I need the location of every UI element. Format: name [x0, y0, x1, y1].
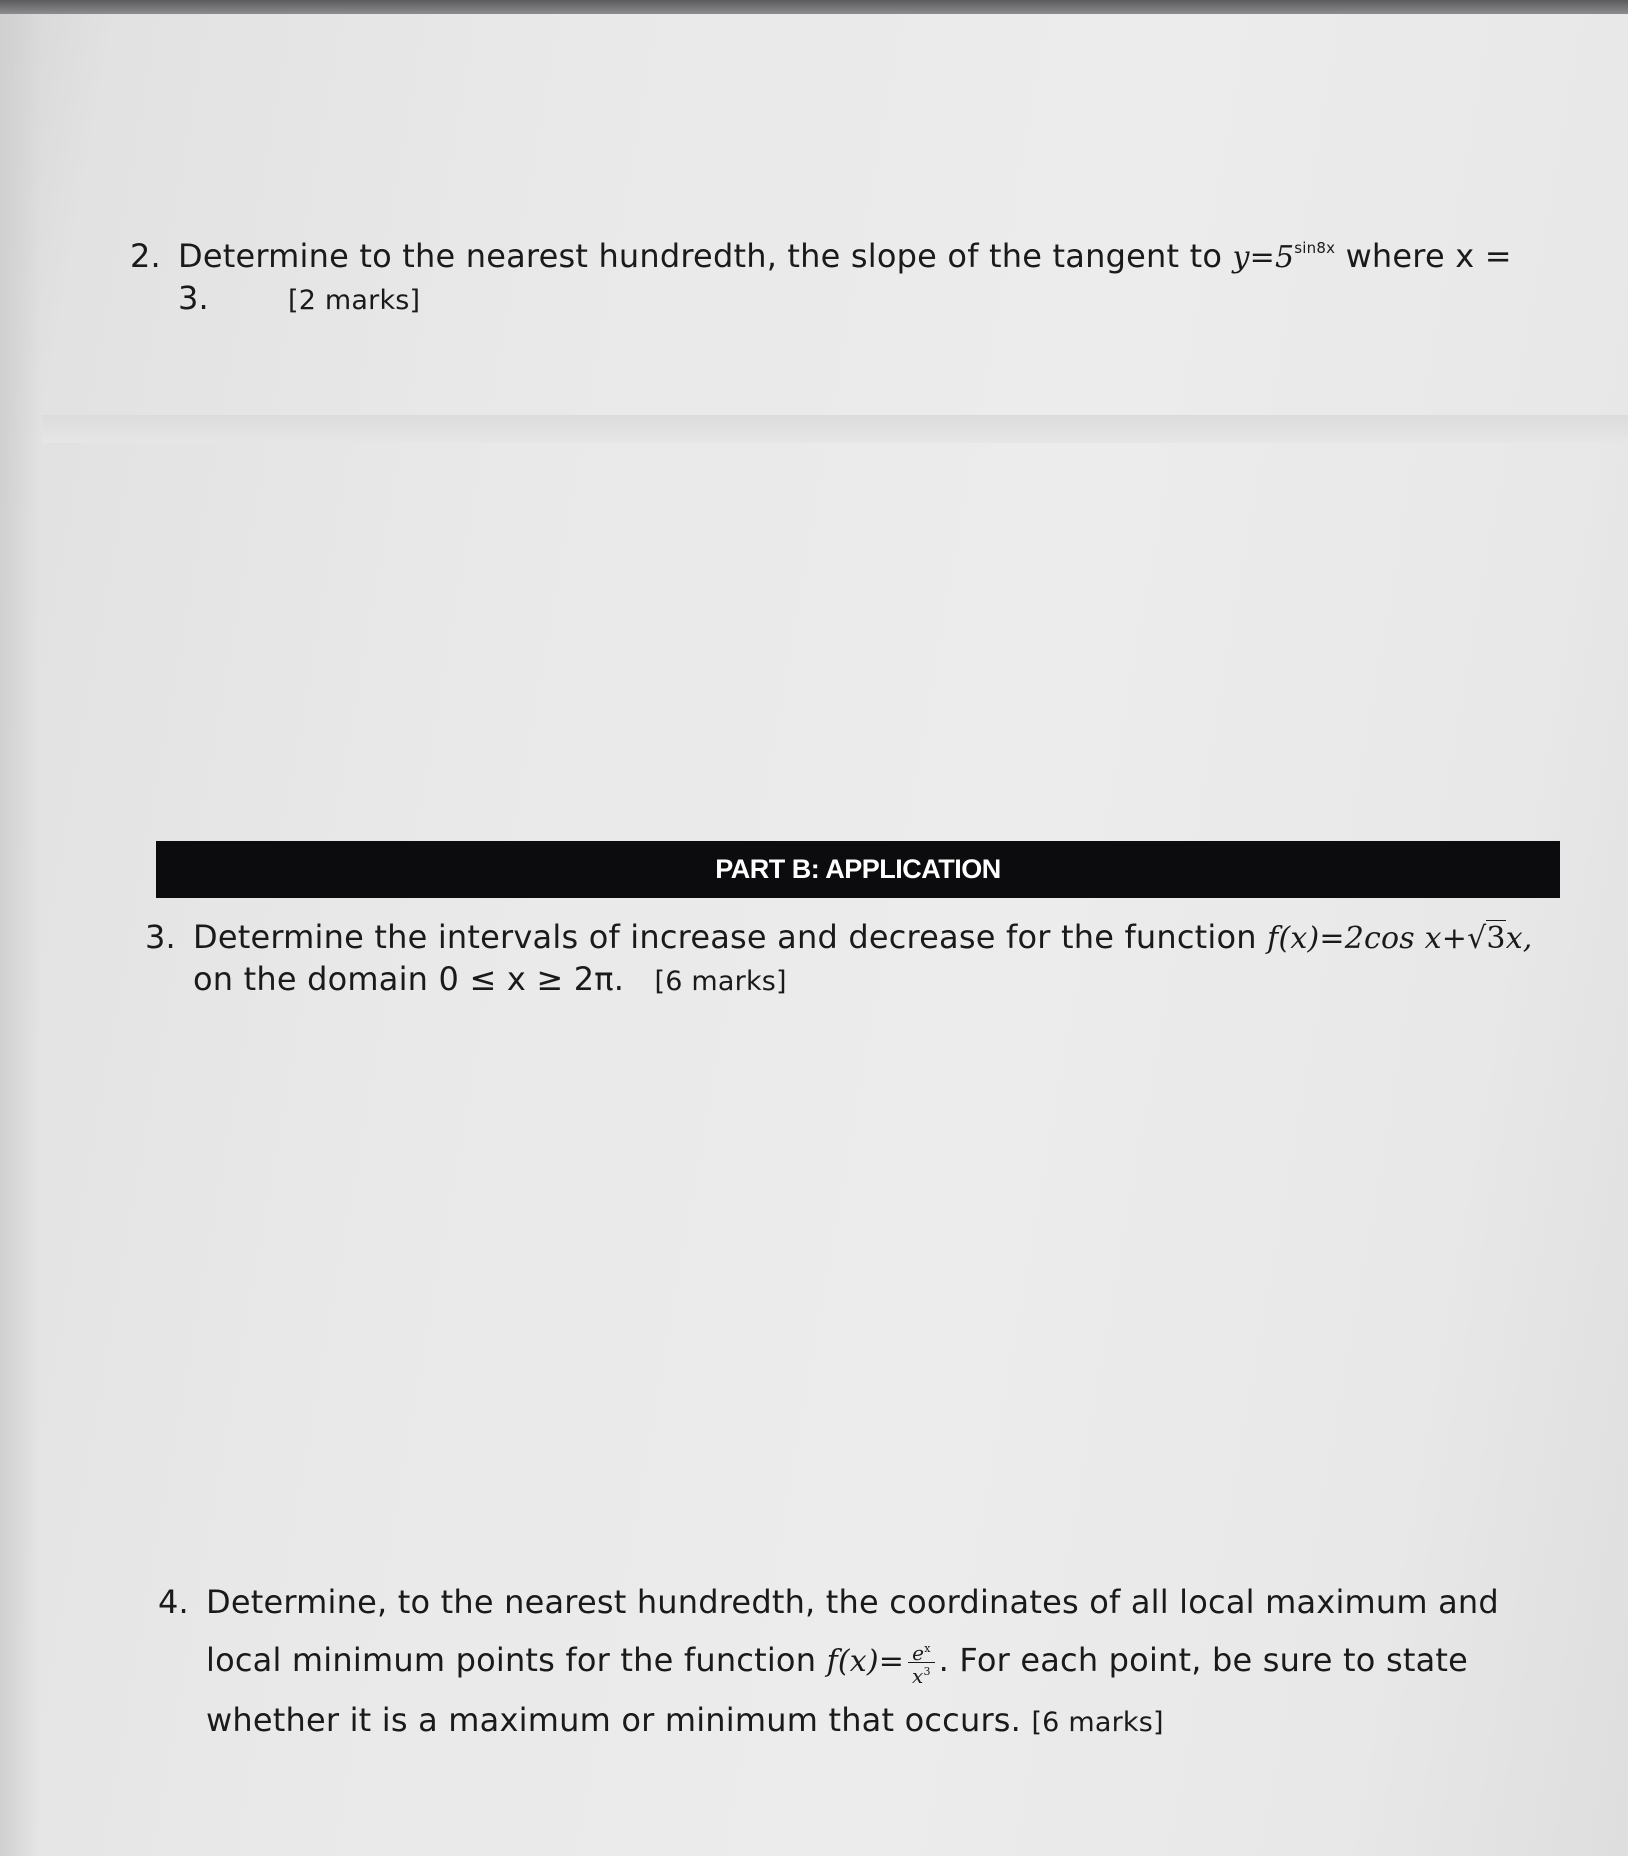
question-number: 4. [158, 1583, 189, 1621]
function-expression: f(x)=2cos x+ [1267, 921, 1468, 956]
domain-text: on the domain 0 ≤ x ≥ 2π. [193, 960, 625, 998]
question-text-continued: where x = [1345, 237, 1512, 275]
question-2-line-1 [130, 228, 1530, 278]
fraction-denominator: $x^3$ [912, 1663, 931, 1688]
marks-label: [6 marks] [654, 966, 787, 997]
question-2-line-2 [130, 278, 1530, 321]
page-left-shadow [0, 14, 40, 1856]
equation [1267, 920, 1532, 956]
question-number: 3. [145, 918, 176, 956]
question-text: local minimum points for the function [206, 1641, 817, 1679]
equation-tail: x, [1505, 921, 1533, 956]
screen-top-edge [0, 0, 1628, 14]
question-3-line-1 [145, 917, 1565, 959]
sqrt-argument: 3 [1486, 921, 1506, 956]
question-4-line-2 [158, 1631, 1578, 1691]
question-text: Determine to the nearest hundredth, the slope of the tangent to [178, 237, 1223, 275]
question-number: 2. [130, 237, 161, 275]
question-4-line-3 [158, 1691, 1578, 1752]
question-text: Determine, to the nearest hundredth, the coordinates of all local maximum and [206, 1583, 1499, 1621]
question-2 [130, 228, 1530, 321]
marks-label: [6 marks] [1031, 1707, 1164, 1738]
part-b-banner: PART B: APPLICATION [156, 841, 1560, 898]
fraction [908, 1640, 934, 1688]
equation [1232, 240, 1335, 275]
equation [827, 1644, 905, 1679]
equation-exponent: sin8x [1294, 239, 1336, 257]
section-divider [42, 415, 1628, 443]
question-value: 3. [178, 279, 209, 317]
function-expression: f(x)= [826, 1644, 905, 1679]
question-text: whether it is a maximum or minimum that occurs. [206, 1701, 1022, 1739]
marks-label: [2 marks] [288, 285, 421, 316]
fraction-numerator: $e^x$ [908, 1640, 934, 1663]
question-3 [145, 917, 1565, 1002]
question-text-continued: . For each point, be sure to state [938, 1641, 1469, 1679]
question-text: Determine the intervals of increase and decrease for the function [193, 918, 1257, 956]
equation-lhs: y=5 [1232, 240, 1295, 275]
question-4 [158, 1573, 1578, 1752]
question-4-line-1 [158, 1573, 1578, 1631]
question-3-line-2 [145, 959, 1565, 1002]
sqrt-sign: √ [1467, 921, 1487, 956]
